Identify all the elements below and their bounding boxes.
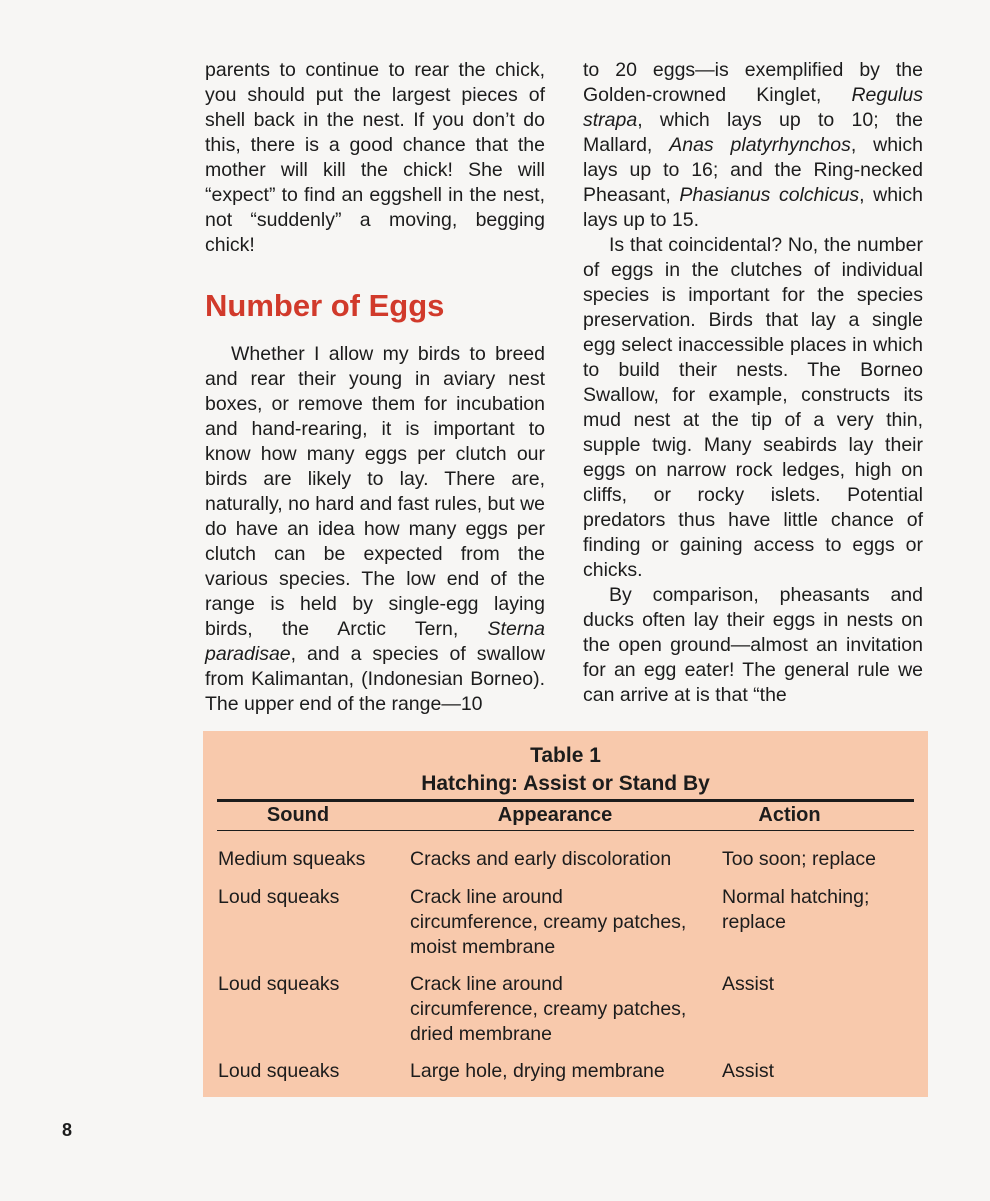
hatching-table <box>203 731 928 1097</box>
species-name: Regulus strapa <box>583 84 923 131</box>
table-cell: Assist <box>722 1060 775 1082</box>
left-column <box>205 58 545 717</box>
species-name: Anas platyrhynchos <box>669 134 851 156</box>
species-name: Phasianus colchicus <box>679 184 860 206</box>
table-title: Table 1 Hatching: Assist or Stand By <box>421 744 710 795</box>
table-cell: Assist <box>722 973 775 995</box>
species-name: Sterna paradisae <box>205 618 545 665</box>
table-cell: Loud squeaks <box>218 973 340 995</box>
section-heading: Number of Eggs <box>205 288 445 323</box>
table-rule <box>217 830 914 831</box>
table-rule <box>217 799 914 802</box>
table-cell: Medium squeaks <box>218 848 366 870</box>
body-paragraph: parents to continue to rear the chick, you should put the largest pieces of shell back in the nest. If you don’t do this, there is a good chance that the mother will kill the chick! She will “expect” to find an eggshell in the nest, not “suddenly” a moving, begging chick! <box>205 59 545 256</box>
table-cell: Normal hatching; replace <box>722 886 870 933</box>
body-paragraph: Is that coincidental? No, the number of eggs in the clutches of individual species is important for the species preservation. Birds that lay a single egg select inaccessible places in which to build their nests. The Borneo Swallow, for example, constructs its mud nest at the tip of a very thin, supple twig. Many seabirds lay their eggs on narrow rock ledges, high on cliffs, or rocky islets. Potential predators thus have little chance of finding or gaining access to eggs or chicks. <box>583 234 923 581</box>
table-cell: Crack line around circumference, creamy patches, moist membrane <box>410 886 687 958</box>
right-column <box>583 58 923 708</box>
column-header-appearance: Appearance <box>497 804 613 826</box>
table-cell: Too soon; replace <box>722 848 876 870</box>
body-paragraph: By comparison, pheasants and ducks often lay their eggs in nests on the open ground—almost an invitation for an egg eater! The general rule we can arrive at is that “the <box>583 584 923 706</box>
table-cell: Crack line around circumference, creamy patches, dried membrane <box>410 973 687 1045</box>
body-paragraph: to 20 eggs—is exemplified by the Golden-crowned Kinglet, Regulus strapa, which lays up to 10; the Mallard, Anas platyrhynchos, which lays up to 16; and the Ring-necked Pheasant, Phasianus colchicus, which lays up to 15. <box>583 59 923 231</box>
page-number: 8 <box>62 1120 73 1140</box>
body-paragraph: Whether I allow my birds to breed and rear their young in aviary nest boxes, or remove them for incubation and hand-rearing, it is important to know how many eggs per clutch our birds are likely to lay. There are, naturally, no hard and fast rules, but we do have an idea how many eggs per clutch can be expected from the various species. The low end of the range is held by single-egg laying birds, the Arctic Tern, Sterna paradisae, and a species of swallow from Kalimantan, (Indonesian Borneo). The upper end of the range—10 <box>205 343 546 715</box>
table-cell: Loud squeaks <box>218 1060 340 1082</box>
table-cell: Large hole, drying membrane <box>410 1060 665 1082</box>
column-header-action: Action <box>758 804 821 826</box>
table-cell: Loud squeaks <box>218 886 340 908</box>
column-header-sound: Sound <box>266 804 330 826</box>
table-cell: Cracks and early discoloration <box>410 848 672 870</box>
